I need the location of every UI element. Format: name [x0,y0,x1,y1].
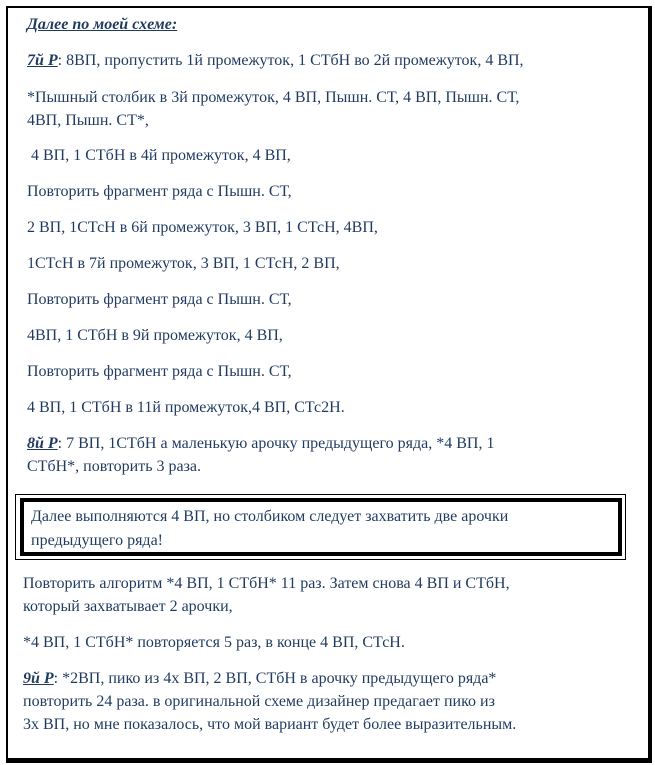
text-line: Повторить фрагмент ряда с Пышн. СТ, [27,363,292,380]
text-line: Повторить алгоритм *4 ВП, 1 СТбН* 11 раз. Затем снова 4 ВП и СТбН, [23,575,510,592]
row-9-line-1 [23,667,496,691]
row-7-line-1 [27,49,524,73]
text-line: 4ВП, Пышн. СТ*, [27,112,149,129]
row-8-line-2: СТбН*, повторить 3 раза. [27,458,202,475]
row-9-line-2: повторить 24 раза. в оригинальной схеме дизайнер предагает пико из [23,693,495,710]
heading: Далее по моей схеме: [27,16,178,33]
row-9-text: : *2ВП, пико из 4х ВП, 2 ВП, СТбН в арочку предыдущего ряда* [53,670,497,687]
text-line: который захватывает 2 арочки, [23,598,233,615]
text-line: Повторить фрагмент ряда с Пышн. СТ, [27,183,292,200]
text-line: 2 ВП, 1СТсН в 6й промежуток, 3 ВП, 1 СТсН, 4ВП, [27,219,378,236]
text-line: 4 ВП, 1 СТбН в 4й промежуток, 4 ВП, [27,147,291,164]
text-line: 1СТсН в 7й промежуток, 3 ВП, 1 СТсН, 2 ВП, [27,255,340,272]
note-line-1: Далее выполняются 4 ВП, но столбиком следует захватить две арочки [31,508,509,525]
row-8-text: : 7 ВП, 1СТбН а маленькую арочку предыдущего ряда, *4 ВП, 1 [57,435,495,452]
text-line: Повторить фрагмент ряда с Пышн. СТ, [27,291,292,308]
row-7-text: : 8ВП, пропустить 1й промежуток, 1 СТбН во 2й промежуток, 4 ВП, [57,52,524,69]
note-line-2: предыдущего ряда! [31,532,163,549]
text-line: *4 ВП, 1 СТбН* повторяется 5 раз, в конце 4 ВП, СТсН. [23,634,405,651]
row-8-label: 8й Р [27,435,58,452]
text-line: 4 ВП, 1 СТбН в 11й промежуток,4 ВП, СТс2Н. [27,399,345,416]
row-9-label: 9й Р [23,670,54,687]
text-line: 4ВП, 1 СТбН в 9й промежуток, 4 ВП, [27,327,283,344]
row-7-label: 7й Р [27,52,58,69]
text-line: *Пышный столбик в 3й промежуток, 4 ВП, Пышн. СТ, 4 ВП, Пышн. СТ, [27,89,520,106]
row-8-line-1 [27,432,494,456]
row-9-line-3: 3х ВП, но мне показалось, что мой вариант будет более выразительным. [23,716,517,733]
